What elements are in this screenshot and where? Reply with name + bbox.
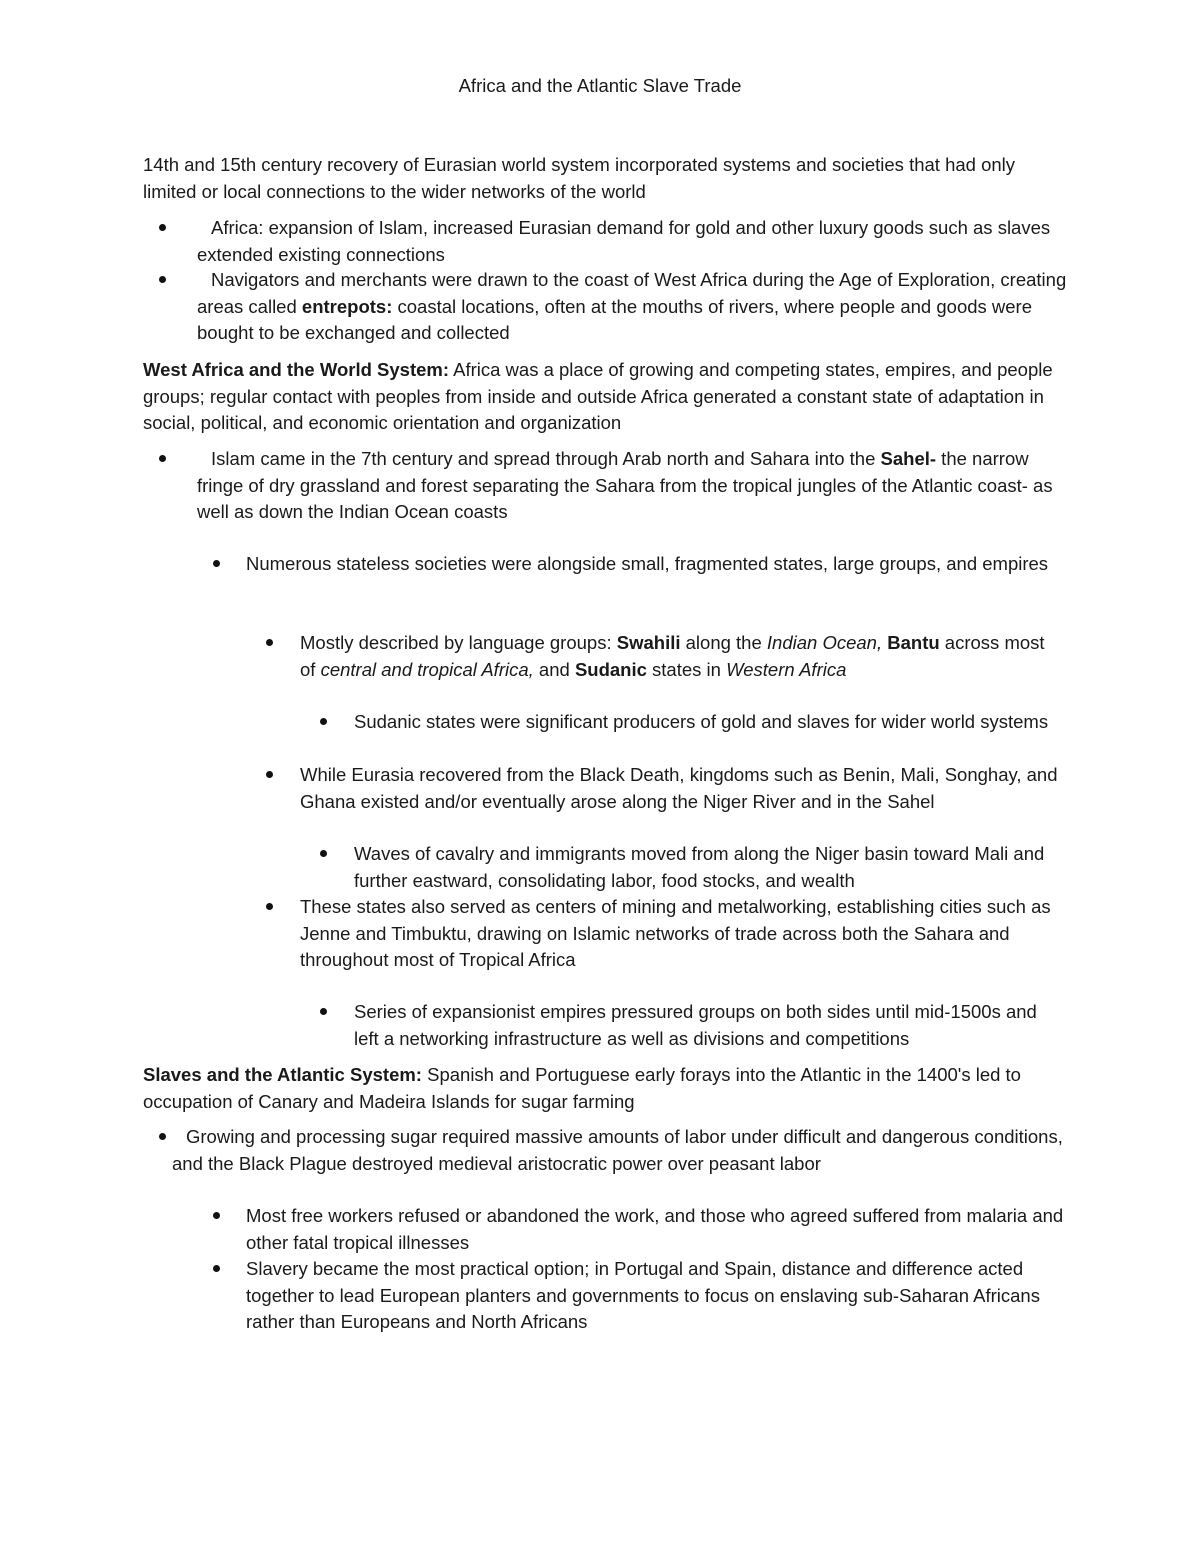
west-africa-paragraph: West Africa and the World System: Africa was a place of growing and competing states, empires, and people groups; regular contact with peoples from inside and outside Africa generated a constant state of adaptation in social, political, and economic orientation and organization (143, 359, 1053, 433)
bullet-icon (159, 276, 166, 283)
bullet-icon (213, 1212, 220, 1219)
document-title: Africa and the Atlantic Slave Trade (458, 75, 742, 96)
bullet-icon (266, 903, 273, 910)
bullet-icon (159, 224, 166, 231)
list-item-free-workers: Most free workers refused or abandoned the work, and those who agreed suffered from malaria and other fatal tropical illnesses (246, 1203, 1066, 1256)
list-item-islam: Islam came in the 7th century and spread through Arab north and Sahara into the Sahel- the narrow fringe of dry grassland and forest separating the Sahara from the tropical jungles of the Atlantic coast- as well as down the Indian Ocean coasts (197, 446, 1067, 526)
list-item-sudanic-states: Sudanic states were significant producers of gold and slaves for wider world systems (354, 709, 1054, 736)
list-item-stateless: Numerous stateless societies were alongside small, fragmented states, large groups, and empires (246, 551, 1066, 578)
bullet-icon (320, 850, 327, 857)
bullet-icon (320, 718, 327, 725)
list-item-africa-islam: Africa: expansion of Islam, increased Eurasian demand for gold and other luxury goods such as slaves extended existing connections (197, 215, 1067, 268)
list-item-kingdoms: While Eurasia recovered from the Black Death, kingdoms such as Benin, Mali, Songhay, and Ghana existed and/or eventually arose along the Niger River and in the Sahel (300, 762, 1060, 815)
bullet-icon (213, 1265, 220, 1272)
bullet-icon (266, 639, 273, 646)
section-heading: West Africa and the World System: (143, 359, 449, 380)
bullet-icon (159, 1133, 166, 1140)
list-item-centers: These states also served as centers of mining and metalworking, establishing cities such as Jenne and Timbuktu, drawing on Islamic networks of trade across both the Sahara and throughout most of Tropical Africa (300, 894, 1060, 974)
bullet-icon (213, 560, 220, 567)
slaves-atlantic-paragraph: Slaves and the Atlantic System: Spanish and Portuguese early forays into the Atlantic in the 1400's led to occupation of Canary and Madeira Islands for sugar farming (143, 1064, 1021, 1112)
bullet-icon (266, 771, 273, 778)
bullet-icon (159, 455, 166, 462)
list-item-navigators: Navigators and merchants were drawn to the coast of West Africa during the Age of Exploration, creating areas called entrepots: coastal locations, often at the mouths of rivers, where people and goods were bought to be exchanged and collected (197, 267, 1067, 347)
bullet-icon (320, 1008, 327, 1015)
intro-paragraph: 14th and 15th century recovery of Eurasian world system incorporated systems and societies that had only limited or local connections to the wider networks of the world (143, 154, 1016, 202)
list-item-expansionist: Series of expansionist empires pressured groups on both sides until mid-1500s and left a networking infrastructure as well as divisions and competitions (354, 999, 1054, 1052)
list-item-language-groups: Mostly described by language groups: Swahili along the Indian Ocean, Bantu across most of central and tropical Africa, and Sudanic states in Western Africa (300, 630, 1060, 683)
list-item-sugar: Growing and processing sugar required massive amounts of labor under difficult and dangerous conditions, and the Black Plague destroyed medieval aristocratic power over peasant labor (172, 1124, 1067, 1177)
section-heading: Slaves and the Atlantic System: (143, 1064, 422, 1085)
list-item-cavalry: Waves of cavalry and immigrants moved from along the Niger basin toward Mali and further eastward, consolidating labor, food stocks, and wealth (354, 841, 1054, 894)
list-item-slavery: Slavery became the most practical option; in Portugal and Spain, distance and difference acted together to lead European planters and governments to focus on enslaving sub-Saharan Africans rather than Europeans and North Africans (246, 1256, 1066, 1336)
